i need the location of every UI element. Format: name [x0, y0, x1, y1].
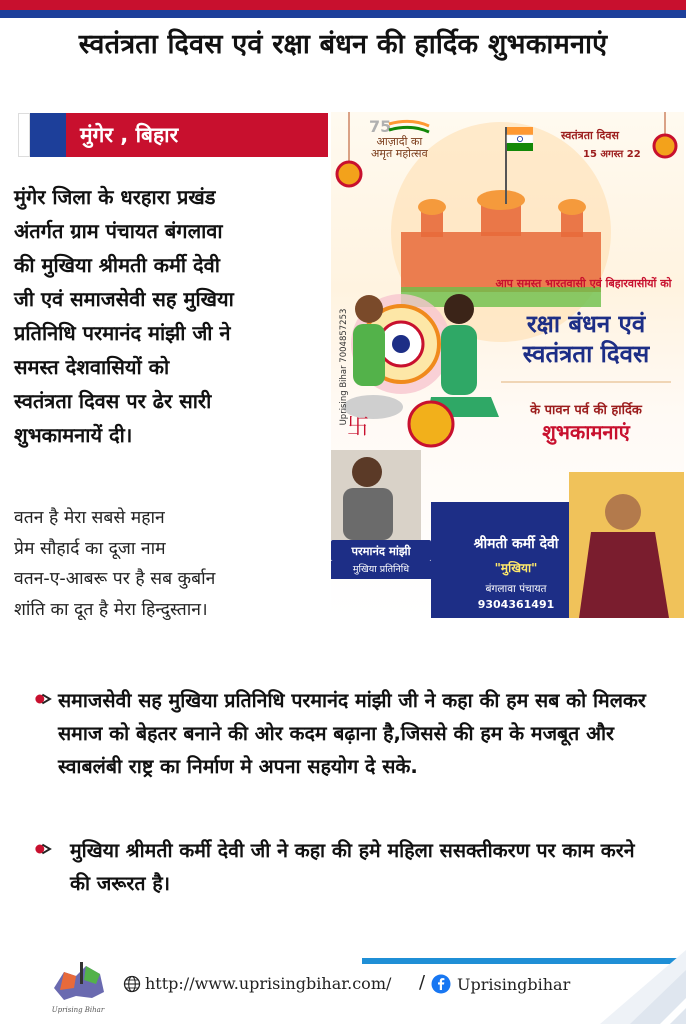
uprising-bihar-logo [46, 954, 110, 1016]
location-label: मुंगेर , बिहार [66, 113, 328, 157]
svg-text:75: 75 [369, 117, 392, 136]
poster-wish-heading [491, 309, 681, 369]
bullet-arrow-icon [28, 834, 58, 856]
person1-name: परमानंद मांझी [331, 540, 431, 561]
person2-role: "मुखिया" [494, 561, 538, 575]
bullet-text: समाजसेवी सह मुखिया प्रतिनिधि परमानंद मांझी जी ने कहा की हम सब को मिलकर समाज को बेहतर बनाने की ओर कदम बढ़ाना है,जिससे की हम के मजबूत और स्वाबलंबी राष्ट्र का निर्माण मे अपना सहयोग दे सके. [58, 689, 646, 778]
bullet-arrow-icon [28, 684, 58, 706]
footer-website-link[interactable]: http://www.uprisingbihar.com/ [145, 974, 392, 993]
poster-date: 15 अगस्त 22 [583, 149, 641, 160]
top-red-stripe [0, 0, 686, 10]
poem-line: वतन-ए-आबरू पर है सब कुर्बान [14, 569, 216, 589]
poster-credit-vertical: Uprising Bihar 7004857253 [339, 308, 349, 426]
poster-date-title: स्वतंत्रता दिवस [561, 129, 619, 142]
person1-role: मुखिया प्रतिनिधि [331, 561, 431, 579]
bullet-point [28, 684, 678, 783]
person2-phone: 9304361491 [477, 598, 555, 611]
azadi-logo-text [371, 136, 428, 160]
top-blue-stripe [0, 10, 686, 18]
poem-line: शांति का दूत है मेरा हिन्दुस्तान। [14, 599, 208, 620]
hanging-ornament-icon [337, 162, 361, 186]
lede-paragraph: मुंगेर जिला के धरहारा प्रखंड अंतर्गत ग्राम पंचायत बंगलावा की मुखिया श्रीमती कर्मी देवी जी एवं समाजसेवी सह मुखिया प्रतिनिधि परमानंद मांझी जी ने समस्त देशवासियों को स्वतंत्रता दिवस पर ढेर सारी शुभकामनायें दी। [14, 185, 234, 447]
corner-decoration [600, 950, 686, 1024]
person2-name: श्रीमती कर्मी देवी [473, 536, 559, 552]
location-banner-blue-block [30, 113, 66, 157]
footer-facebook-label[interactable]: Uprisingbihar [457, 974, 571, 994]
azadi-label: आज़ादी का [376, 135, 423, 148]
bullet-point [28, 834, 678, 900]
footer-website[interactable] [123, 974, 391, 993]
greeting-poster [331, 112, 684, 618]
svg-text:卐: 卐 [347, 415, 370, 440]
footer-separator: / [419, 972, 426, 993]
facebook-icon [431, 974, 451, 994]
bullet-text: मुखिया श्रीमती कर्मी देवी जी ने कहा की हमे महिला ससक्तीकरण पर काम करने की जरूरत है। [70, 839, 635, 895]
poster-wish-subline: के पावन पर्व की हार्दिक [530, 403, 642, 418]
location-banner [18, 113, 328, 157]
hanging-ornament-icon [654, 135, 676, 157]
amrit-label: अमृत महोत्सव [371, 147, 428, 160]
poster-wish-closing: शुभकामनाएं [542, 420, 630, 444]
diya-icon [409, 402, 453, 446]
poster-wish-heading-line: रक्षा बंधन एवं [526, 310, 646, 338]
poem-line: वतन है मेरा सबसे महान [14, 508, 165, 528]
poem-line: प्रेम सौहार्द का दूजा नाम [14, 538, 166, 559]
svg-text:Uprising Bihar: Uprising Bihar [51, 1006, 105, 1014]
page-title: स्वतंत्रता दिवस एवं रक्षा बंधन की हार्दिक शुभकामनाएं [78, 29, 608, 60]
poster-wish-intro: आप समस्त भारतवासी एवं बिहारवासीयों को [495, 277, 672, 290]
person2-org: बंगलावा पंचायत [485, 583, 547, 595]
poster-wish-heading-line: स्वतंत्रता दिवस [522, 340, 650, 368]
avatar [331, 450, 421, 540]
location-banner-white-block [18, 113, 30, 157]
globe-icon [123, 975, 141, 993]
poem [14, 503, 334, 625]
footer-facebook[interactable] [431, 974, 570, 994]
